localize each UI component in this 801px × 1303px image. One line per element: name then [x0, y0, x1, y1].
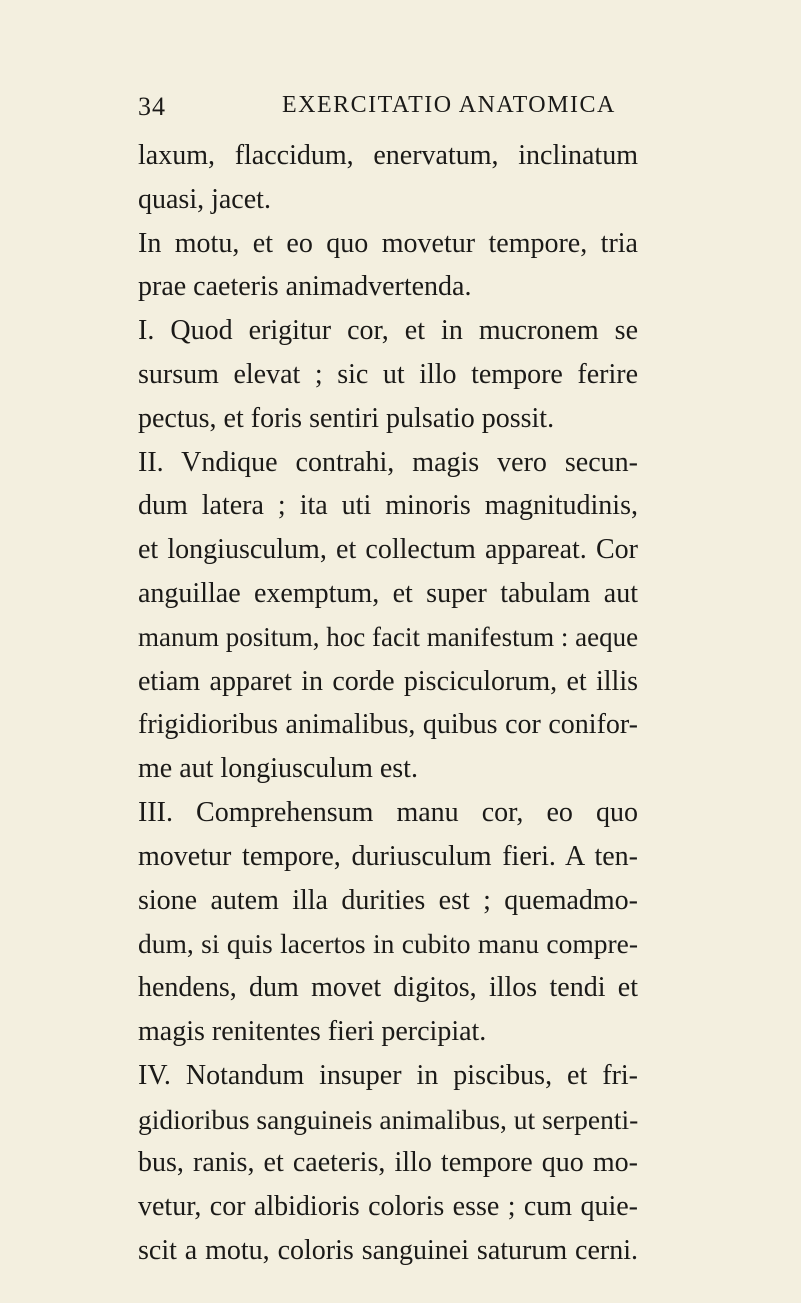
text-line: magis renitentes fieri percipiat.: [138, 1015, 487, 1047]
text-line: I. Quod erigitur cor, et in mucronem se: [138, 315, 638, 347]
text-line: frigidioribus animalibus, quibus cor conifor-: [138, 709, 638, 741]
text-line: manum positum, hoc facit manifestum : aeque: [138, 621, 639, 652]
text-line: sursum elevat ; sic ut illo tempore ferire: [138, 358, 638, 390]
running-head: EXERCITATIO ANATOMICA: [282, 92, 616, 118]
text-line: movetur tempore, duriusculum fieri. A ten-: [138, 840, 638, 872]
text-line: dum, si quis lacertos in cubito manu compre-: [138, 928, 638, 960]
text-line: pectus, et foris sentiri pulsatio possit.: [138, 402, 555, 434]
text-line: IV. Notandum insuper in piscibus, et fri-: [138, 1059, 638, 1091]
text-line: etiam apparet in corde pisciculorum, et illis: [138, 665, 638, 697]
page-number: 34: [138, 92, 166, 121]
body-text: [138, 134, 638, 1273]
text-line: scit a motu, coloris sanguinei saturum cerni.: [138, 1234, 638, 1266]
page-header: [138, 92, 642, 126]
text-line: hendens, dum movet digitos, illos tendi et: [138, 972, 638, 1004]
text-line: gidioribus sanguineis animalibus, ut serpenti-: [138, 1103, 639, 1135]
text-line: laxum, flaccidum, enervatum, inclinatum: [138, 140, 638, 171]
text-line: bus, ranis, et caeteris, illo tempore quo mo-: [138, 1147, 638, 1179]
text-line: et longiusculum, et collectum appareat. Cor: [138, 534, 638, 566]
text-line: prae caeteris animadvertenda.: [138, 271, 472, 303]
text-line: dum latera ; ita uti minoris magnitudinis,: [138, 490, 638, 522]
text-line: me aut longiusculum est.: [138, 753, 418, 785]
text-line: vetur, cor albidioris coloris esse ; cum quie-: [138, 1191, 638, 1223]
text-line: anguillae exemptum, et super tabulam aut: [138, 577, 638, 609]
text-line: quasi, jacet.: [138, 183, 271, 215]
text-line: II. Vndique contrahi, magis vero secun-: [138, 446, 638, 478]
text-line: sione autem illa durities est ; quemadmo-: [138, 884, 638, 916]
text-line: III. Comprehensum manu cor, eo quo: [138, 796, 638, 828]
text-line: In motu, et eo quo movetur tempore, tria: [138, 227, 638, 259]
